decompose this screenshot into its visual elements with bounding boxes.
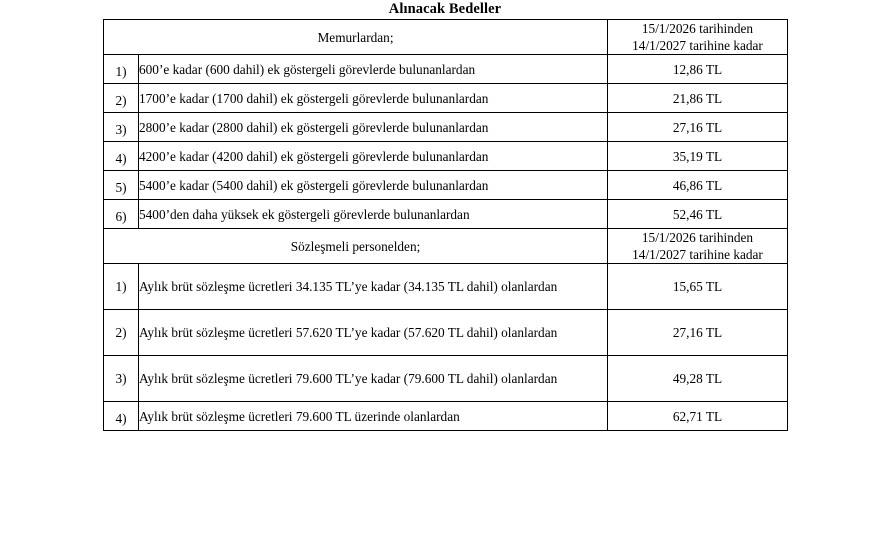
row-number: 3) [104, 356, 139, 402]
table-row [104, 55, 788, 84]
row-description: 600’e kadar (600 dahil) ek göstergeli görevlerde bulunanlardan [139, 55, 608, 84]
row-amount: 35,19 TL [608, 142, 788, 171]
section-header-row [104, 20, 788, 55]
row-amount: 21,86 TL [608, 84, 788, 113]
fee-table-container [103, 19, 787, 431]
row-description: Aylık brüt sözleşme ücretleri 79.600 TL’ye kadar (79.600 TL dahil) olanlardan [139, 356, 608, 402]
row-description: 2800’e kadar (2800 dahil) ek göstergeli görevlerde bulunanlardan [139, 113, 608, 142]
row-number: 5) [104, 171, 139, 200]
table-row [104, 142, 788, 171]
row-number: 1) [104, 264, 139, 310]
period-line-2: 14/1/2027 tarihine kadar [632, 38, 763, 53]
table-row [104, 356, 788, 402]
table-row [104, 171, 788, 200]
table-row [104, 402, 788, 431]
section-label-cell: Sözleşmeli personelden; [104, 229, 608, 264]
period-line-1: 15/1/2026 tarihinden [641, 230, 754, 245]
row-amount: 27,16 TL [608, 113, 788, 142]
row-description: Aylık brüt sözleşme ücretleri 79.600 TL üzerinde olanlardan [139, 402, 608, 431]
row-amount: 12,86 TL [608, 55, 788, 84]
fee-table [103, 19, 788, 431]
period-line-1: 15/1/2026 tarihinden [641, 21, 754, 36]
row-number: 4) [104, 142, 139, 171]
row-number: 6) [104, 200, 139, 229]
row-number: 2) [104, 310, 139, 356]
page-title: Alınacak Bedeller [388, 1, 502, 17]
row-amount: 49,28 TL [608, 356, 788, 402]
row-number: 3) [104, 113, 139, 142]
row-number: 2) [104, 84, 139, 113]
row-amount: 15,65 TL [608, 264, 788, 310]
row-description: 1700’e kadar (1700 dahil) ek göstergeli görevlerde bulunanlardan [139, 84, 608, 113]
row-description: 5400’den daha yüksek ek göstergeli görevlerde bulunanlardan [139, 200, 608, 229]
section-period-cell [608, 229, 788, 264]
row-description: 4200’e kadar (4200 dahil) ek göstergeli görevlerde bulunanlardan [139, 142, 608, 171]
row-description: Aylık brüt sözleşme ücretleri 34.135 TL’ye kadar (34.135 TL dahil) olanlardan [139, 264, 608, 310]
section-period-cell [608, 20, 788, 55]
row-description: 5400’e kadar (5400 dahil) ek göstergeli görevlerde bulunanlardan [139, 171, 608, 200]
row-number: 1) [104, 55, 139, 84]
section-label-cell: Memurlardan; [104, 20, 608, 55]
row-amount: 46,86 TL [608, 171, 788, 200]
row-amount: 27,16 TL [608, 310, 788, 356]
row-number: 4) [104, 402, 139, 431]
table-row [104, 84, 788, 113]
row-amount: 62,71 TL [608, 402, 788, 431]
table-row [104, 113, 788, 142]
row-description: Aylık brüt sözleşme ücretleri 57.620 TL’ye kadar (57.620 TL dahil) olanlardan [139, 310, 608, 356]
table-row [104, 264, 788, 310]
period-line-2: 14/1/2027 tarihine kadar [632, 247, 763, 262]
table-row [104, 310, 788, 356]
section-header-row [104, 229, 788, 264]
table-row [104, 200, 788, 229]
row-amount: 52,46 TL [608, 200, 788, 229]
